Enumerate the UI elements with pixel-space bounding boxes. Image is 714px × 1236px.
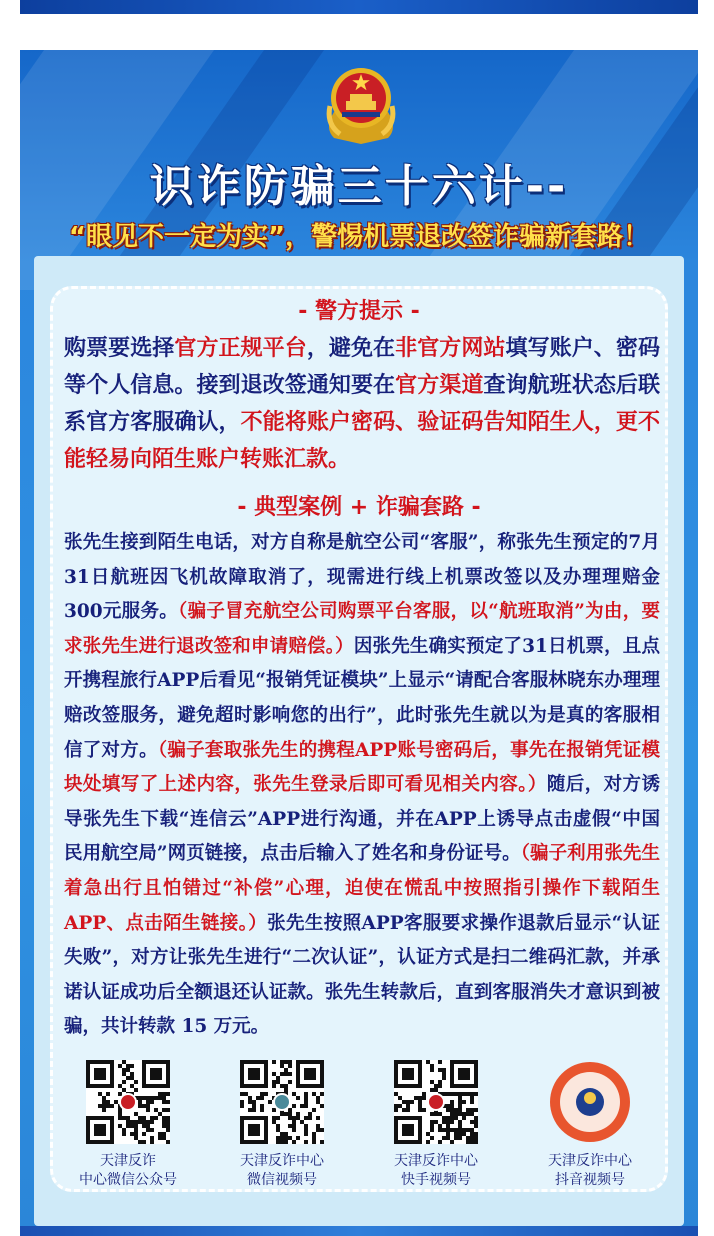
tip-text-segment: 官方渠道 xyxy=(395,372,484,398)
qr-label-line1: 天津反诈 xyxy=(100,1153,156,1169)
tip-text-segment: 购票要选择 xyxy=(64,335,175,361)
qr-label-line2: 抖音视频号 xyxy=(555,1172,625,1188)
case-paragraph xyxy=(64,526,660,1045)
qr-label-line1: 天津反诈中心 xyxy=(394,1153,478,1169)
qr-code-icon xyxy=(394,1060,478,1144)
case-text-segment: 张先生接到陌生电话，对方自称是航空公司“客服”，称张先生预定的7月31日航班因飞机故障取消了，现需进行线上机票改签以及办理理赔金300元服务。 xyxy=(64,532,660,623)
tip-text-segment: ，避免在 xyxy=(306,335,396,361)
case-heading: - 典型案例 + 诈骗套路 - xyxy=(237,495,481,520)
tip-text-segment: 不能将账户密码、验证码告知陌生人，更不能轻易向陌生账户转账汇款。 xyxy=(64,409,660,472)
case-text-segment: 随后，对方诱导张先生下载“连信云”APP进行沟通，并在APP上诱导点击虚假“中国民用航空局”网页链接，点击后输入了姓名和身份证号。 xyxy=(64,774,660,865)
bottom-banner-strip xyxy=(20,1226,698,1236)
tip-paragraph xyxy=(64,330,660,478)
qr-item-kuaishou xyxy=(366,1060,506,1190)
tip-text-segment: 非官方网站 xyxy=(395,335,506,361)
police-emblem-icon xyxy=(320,62,402,146)
qr-item-wechat-video xyxy=(212,1060,352,1190)
qr-label xyxy=(366,1152,506,1190)
tip-text-segment: 查询航班状态后联系官方客服确认， xyxy=(64,372,660,435)
qr-label xyxy=(212,1152,352,1190)
case-text-segment: （骗子利用张先生着急出行且怕错过“补偿”心理，迫使在慌乱中按照指引操作下载陌生APP、点击陌生链接。） xyxy=(64,843,660,934)
case-text-segment: 张先生按照APP客服要求操作退款后显示“认证失败”，对方让张先生进行“二次认证”，认证方式是扫二维码汇款，并承诺认证成功后全额退还认证款。张先生转款后，直到客服消失才意识到被骗，共计转款 15 万元。 xyxy=(64,912,660,1038)
qr-code-row xyxy=(20,1060,698,1194)
poster-subtitle: “眼见不一定为实”，警惕机票退改签诈骗新套路！ xyxy=(68,222,650,252)
qr-label-line1: 天津反诈中心 xyxy=(548,1153,632,1169)
tip-heading: - 警方提示 - xyxy=(298,299,420,324)
qr-label-line2: 快手视频号 xyxy=(401,1172,471,1188)
case-text-segment: （骗子套取张先生的携程APP账号密码后，事先在报销凭证模块处填写了上述内容，张先生登录后即可看见相关内容。） xyxy=(64,739,660,796)
tip-text-segment: 官方正规平台 xyxy=(174,335,307,361)
qr-label-line2: 中心微信公众号 xyxy=(79,1172,177,1188)
qr-code-icon xyxy=(240,1060,324,1144)
qr-item-wechat-official xyxy=(58,1060,198,1190)
douyin-code-icon xyxy=(548,1060,632,1144)
qr-label xyxy=(520,1152,660,1190)
case-text-segment: 因张先生确实预定了31日机票，且点开携程旅行APP后看见“报销凭证模块”上显示“请配合客服林晓东办理理赔改签服务，避免超时影响您的出行”，此时张先生就以为是真的客服相信了对方。 xyxy=(64,635,660,761)
qr-code-icon xyxy=(86,1060,170,1144)
qr-item-douyin xyxy=(520,1060,660,1190)
qr-label xyxy=(58,1152,198,1190)
poster xyxy=(20,50,698,1236)
poster-title: 识诈防骗三十六计-- xyxy=(149,161,569,212)
tip-text-segment: 填写账户、密码等个人信息。接到退改签通知要在 xyxy=(64,335,660,398)
qr-label-line2: 微信视频号 xyxy=(247,1172,317,1188)
top-banner-strip xyxy=(20,0,698,14)
case-text-segment: （骗子冒充航空公司购票平台客服，以“航班取消”为由，要求张先生进行退改签和申请赔偿。） xyxy=(64,601,660,657)
qr-label-line1: 天津反诈中心 xyxy=(240,1153,324,1169)
